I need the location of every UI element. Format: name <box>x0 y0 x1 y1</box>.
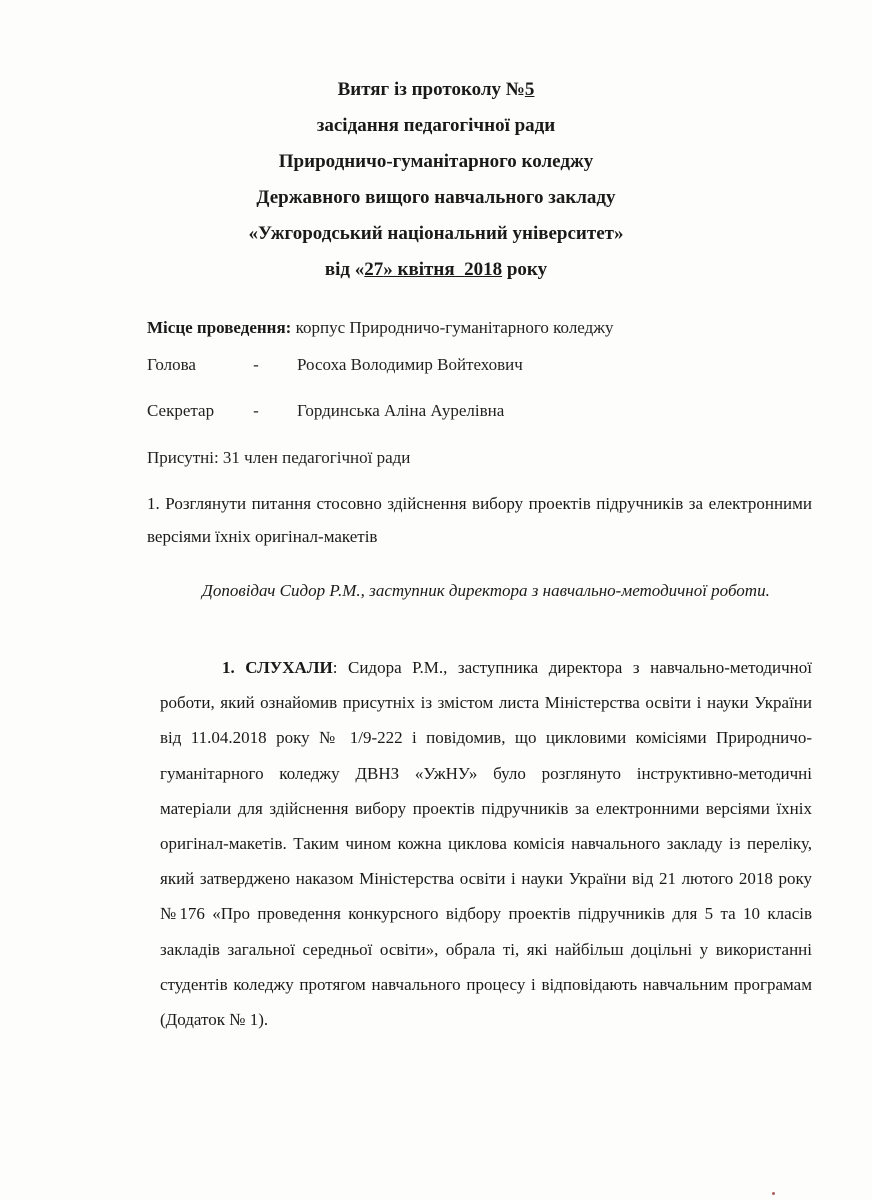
agenda-item-1: 1. Розглянути питання стосовно здійснення вибору проектів підручників за електронними версіями їхніх оригінал-макетів <box>147 494 812 546</box>
heard-label: 1. СЛУХАЛИ <box>222 658 333 677</box>
speaker-line: Доповідач Сидор Р.М., заступник директора з навчально-методичної роботи. <box>202 581 770 600</box>
chair-line <box>147 355 523 375</box>
heard-paragraph <box>160 650 812 1037</box>
secretary-label: Секретар <box>147 401 215 420</box>
place-value: корпус Природничо-гуманітарного коледжу <box>291 318 614 337</box>
document-heading <box>0 72 872 288</box>
date-day: 27 <box>364 259 384 280</box>
heading-line-2: засідання педагогічної ради <box>316 115 556 136</box>
protocol-number: 5 <box>524 79 535 100</box>
secretary-name: Гординська Аліна Аурелівна <box>297 401 505 420</box>
place-label: Місце проведення: <box>147 318 292 337</box>
chair-label: Голова <box>147 355 196 374</box>
place-line <box>147 318 614 338</box>
secretary-line <box>147 401 504 421</box>
secretary-dash: - <box>253 401 259 420</box>
chair-name: Росоха Володимир Войтехович <box>297 355 523 374</box>
page-mark <box>772 1192 775 1195</box>
heading-line-1-text: Витяг із протоколу № <box>337 79 525 100</box>
heading-line-4: Державного вищого навчального закладу <box>256 187 616 208</box>
heading-line-6 <box>0 252 872 288</box>
date-year: 2018 <box>464 259 503 280</box>
heading-line-1 <box>0 72 872 108</box>
date-suffix: року <box>502 259 548 280</box>
heard-text: : Сидора Р.М., заступника директора з навчально-методичної роботи, який ознайомив присутніх із змістом листа Міністерства освіти і науки України від 11.04.2018 року № 1/9-222 і повідомив, що цикловими комісіями Природничо-гуманітарного коледжу ДВНЗ «УжНУ» було розглянуто інструктивно-методичні матеріали для здійснення вибору проектів підручників за електронними версіями їхніх оригінал-макетів. Таким чином кожна циклова комісія навчального закладу із переліку, який затверджено наказом Міністерства освіти і науки України від 21 лютого 2018 року №176 «Про проведення конкурсного відбору проектів підручників для 5 та 10 класів закладів загальної середньої освіти», обрала ті, які найбільш доцільні у використанні студентів коледжу протягом навчального процесу і відповідають навчальним програмам (Додаток № 1). <box>160 658 813 1030</box>
present-line: Присутні: 31 член педагогічної ради <box>147 448 411 467</box>
date-prefix: від « <box>324 259 365 280</box>
chair-dash: - <box>253 355 259 374</box>
date-month: » квітня <box>383 259 465 280</box>
heading-line-5: «Ужгородський національний університет» <box>248 223 624 244</box>
heading-line-3: Природничо-гуманітарного коледжу <box>278 151 594 172</box>
